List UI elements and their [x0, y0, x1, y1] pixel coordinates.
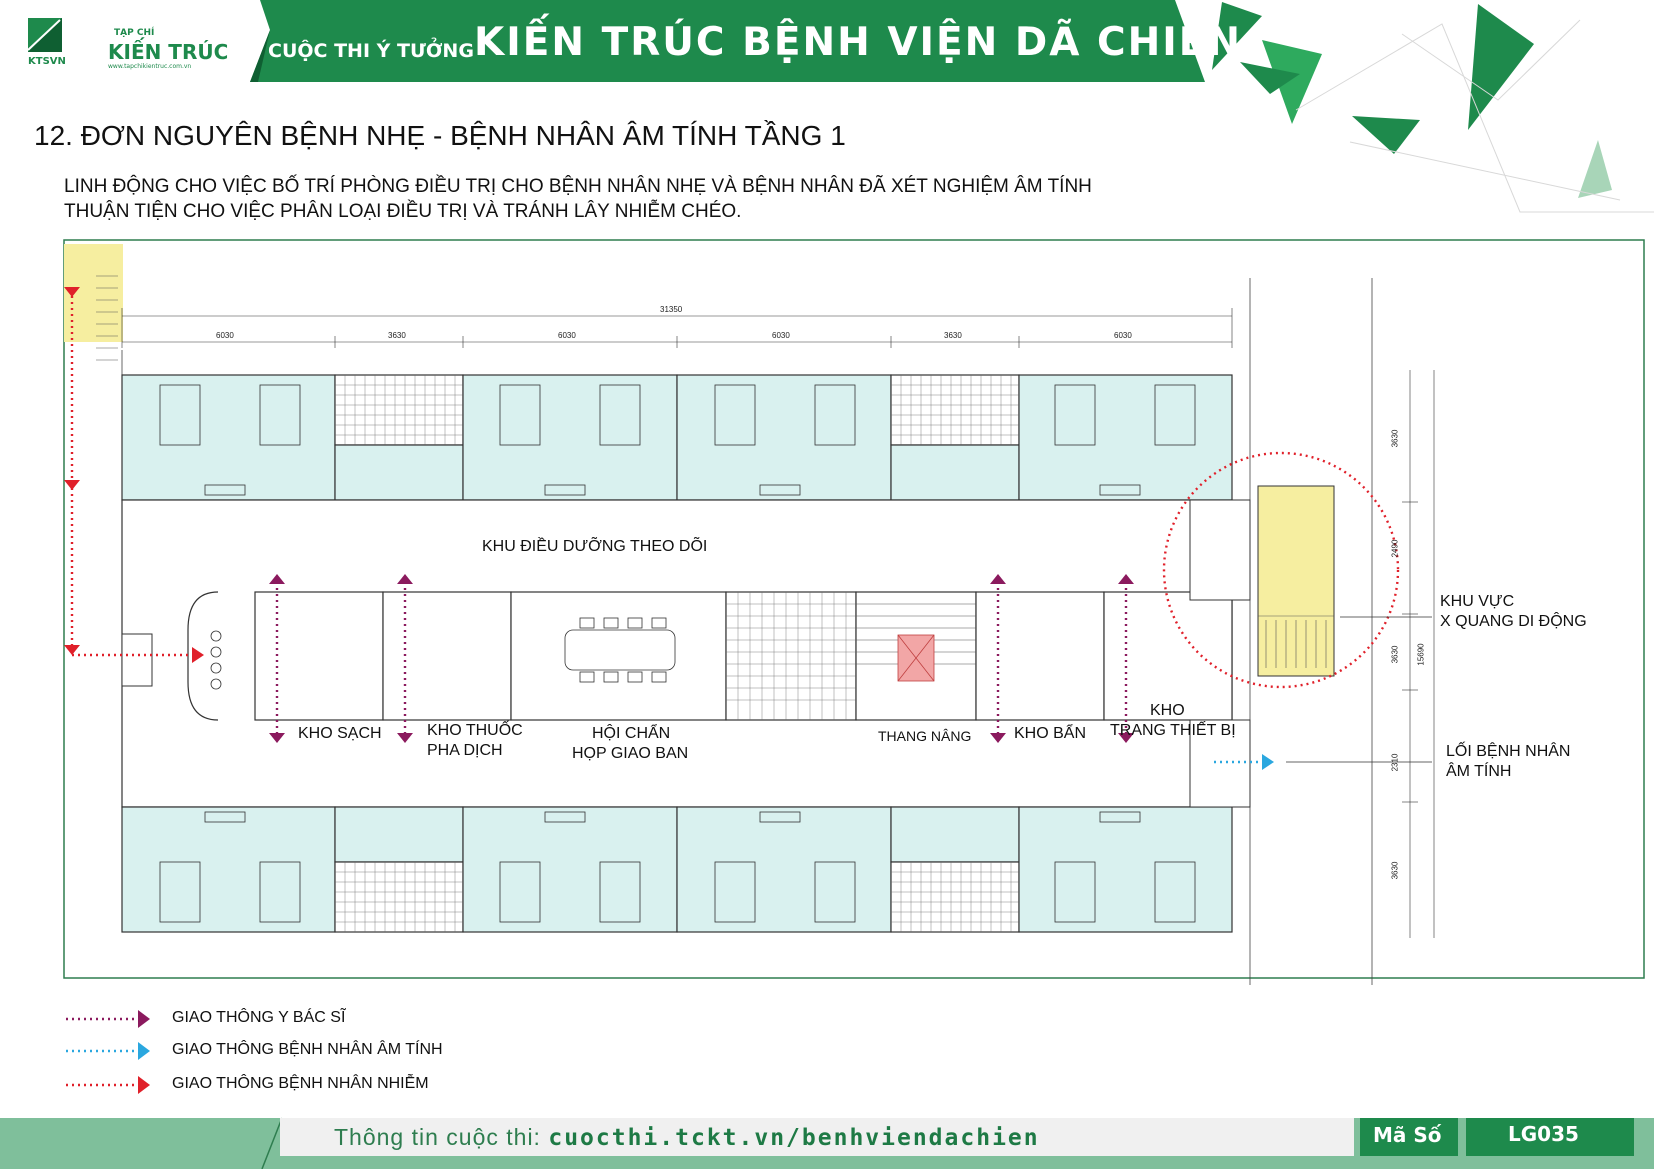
- callout-entry-2: ÂM TÍNH: [1446, 763, 1512, 780]
- room-trang-thiet-bi-label: TRANG THIẾT BỊ: [1110, 722, 1236, 739]
- dim-side-total: 15690: [1416, 643, 1426, 666]
- dim-bay-3: 6030: [558, 331, 576, 340]
- callout-entry-1: LỐI BỆNH NHÂN: [1446, 743, 1571, 760]
- middle-rooms: [255, 592, 1232, 720]
- footer-info-label: Thông tin cuộc thi:: [334, 1124, 541, 1150]
- room-hoi-chan-label: HỘI CHẨN: [592, 725, 671, 742]
- dim-side-3: 3630: [1390, 645, 1400, 664]
- section-title: 12. ĐƠN NGUYÊN BỆNH NHẸ - BỆNH NHÂN ÂM TÍNH TẦNG 1: [34, 120, 846, 151]
- dim-bay-2: 3630: [388, 331, 406, 340]
- dim-side-5: 3630: [1390, 861, 1400, 880]
- ktsvn-logo-text: KTSVN: [28, 56, 66, 67]
- footer-info: [334, 1124, 1040, 1151]
- magazine-url: www.tapchikientruc.com.vn: [108, 63, 192, 70]
- callout-xray-2: X QUANG DI ĐỘNG: [1440, 613, 1587, 630]
- room-kho-ban-label: KHO BẨN: [1014, 725, 1087, 742]
- callout-xray-1: KHU VỰC: [1440, 593, 1515, 610]
- dim-bay-1: 6030: [216, 331, 234, 340]
- magazine-prefix: TẠP CHÍ: [114, 28, 155, 38]
- dim-total: 31350: [660, 305, 683, 314]
- legend-staff-label: GIAO THÔNG Y BÁC SĨ: [172, 1009, 346, 1026]
- contest-title: KIẾN TRÚC BỆNH VIỆN DÃ CHIẾN: [474, 20, 1243, 65]
- magazine-name: KIẾN TRÚC: [108, 40, 229, 64]
- room-kho-sach-label: KHO SẠCH: [298, 725, 382, 742]
- room-pha-dich-label: PHA DỊCH: [427, 742, 503, 759]
- dim-bay-6: 6030: [1114, 331, 1132, 340]
- description-line-2: THUẬN TIỆN CHO VIỆC PHÂN LOẠI ĐIỀU TRỊ VÀ TRÁNH LÂY NHIỄM CHÉO.: [64, 201, 742, 222]
- room-kho-thuoc-label: KHO THUỐC: [427, 722, 523, 739]
- dim-side-4: 2310: [1390, 753, 1400, 772]
- room-corridor-label: KHU ĐIỀU DƯỠNG THEO DÕI: [482, 538, 708, 555]
- dim-side-2: 2490: [1390, 539, 1400, 558]
- legend-graphics: [66, 1010, 150, 1094]
- top-wards: [122, 375, 1232, 500]
- room-hop-giao-ban-label: HỌP GIAO BAN: [572, 745, 689, 762]
- room-thang-nang-label: THANG NÂNG: [878, 728, 972, 744]
- dim-bay-5: 3630: [944, 331, 962, 340]
- code-value: LG035: [1508, 1122, 1579, 1146]
- contest-label: CUỘC THI Ý TƯỞNG: [268, 40, 474, 62]
- legend-negative-label: GIAO THÔNG BỆNH NHÂN ÂM TÍNH: [172, 1041, 443, 1058]
- dim-bay-4: 6030: [772, 331, 790, 340]
- footer-info-url[interactable]: cuocthi.tckt.vn/benhviendachien: [548, 1125, 1040, 1151]
- room-kho-label: KHO: [1150, 702, 1185, 719]
- bottom-wards: [122, 807, 1232, 932]
- legend-infected-label: GIAO THÔNG BỆNH NHÂN NHIỄM: [172, 1075, 429, 1092]
- dim-side-1: 3630: [1390, 429, 1400, 448]
- code-label: Mã Số: [1373, 1123, 1442, 1147]
- description-line-1: LINH ĐỘNG CHO VIỆC BỐ TRÍ PHÒNG ĐIỀU TRỊ CHO BỆNH NHÂN NHẸ VÀ BỆNH NHÂN ĐÃ XÉT NGHIỆM ÂM TÍNH: [64, 176, 1092, 197]
